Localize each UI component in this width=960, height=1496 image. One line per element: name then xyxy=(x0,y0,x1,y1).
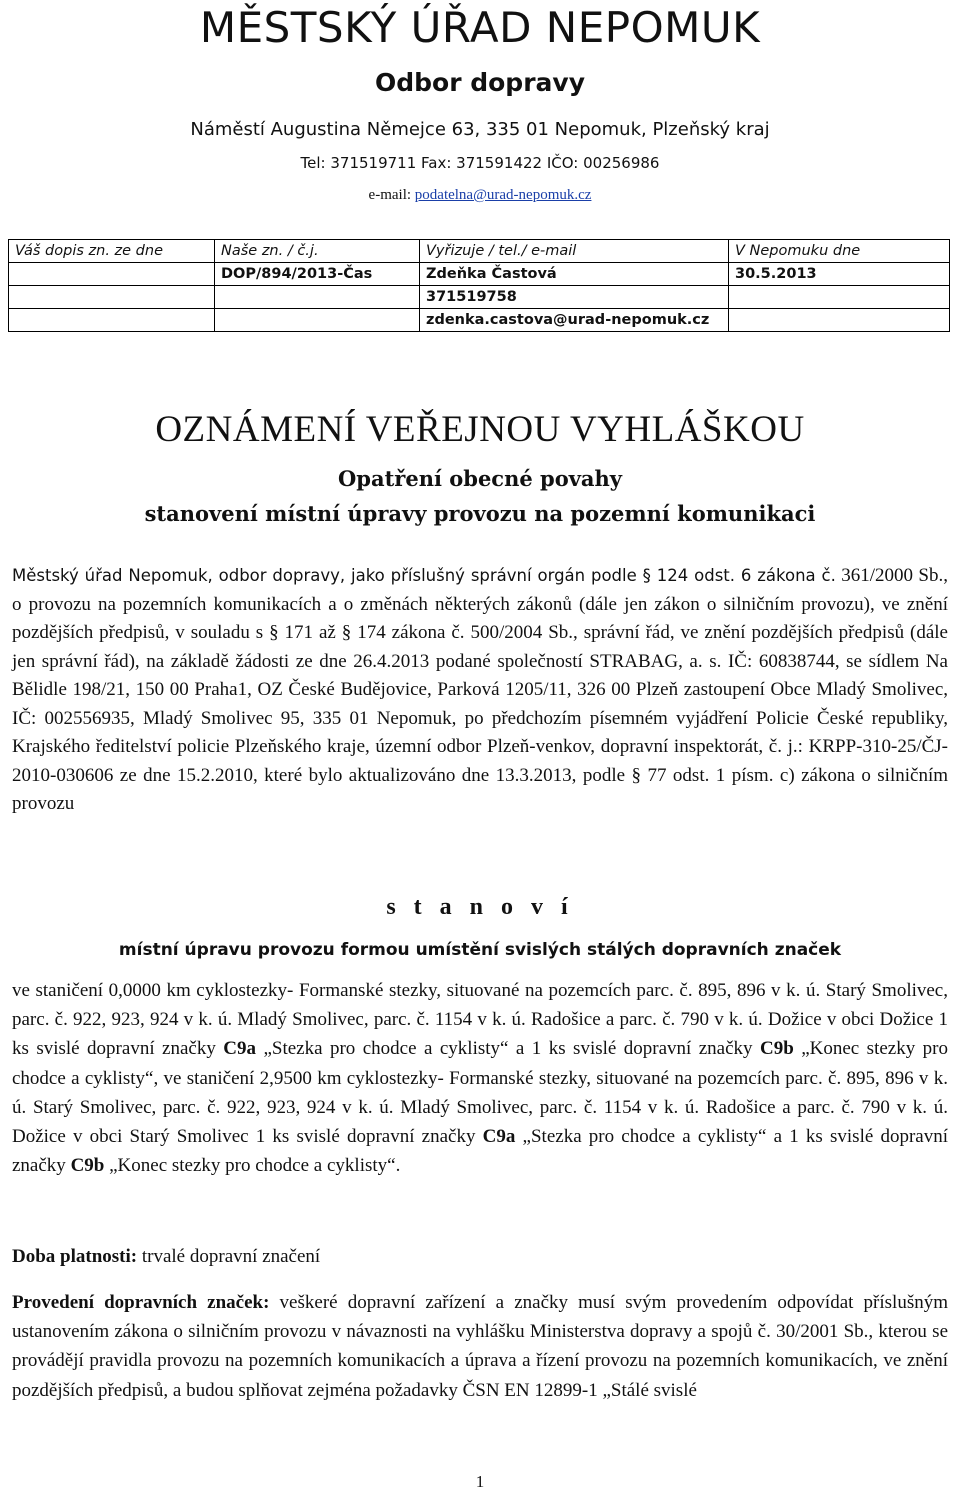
email-label: e-mail: xyxy=(368,187,415,203)
ref-header-your-letter: Váš dopis zn. ze dne xyxy=(9,240,215,263)
ref-date-value: 30.5.2013 xyxy=(729,263,950,286)
ref-handler-name: Zdeňka Častová xyxy=(420,263,729,286)
sign-code: C9a xyxy=(482,1126,516,1148)
office-title: MĚSTSKÝ ÚŘAD NEPOMUK xyxy=(199,3,761,52)
ref-handler-email: zdenka.castova@urad-nepomuk.cz xyxy=(420,309,729,332)
office-email-line xyxy=(0,184,960,206)
reference-row xyxy=(9,309,950,332)
reference-row xyxy=(9,286,950,309)
execution-label: Provedení dopravních značek: xyxy=(12,1292,270,1313)
page-number: 1 xyxy=(475,1472,485,1491)
reference-header-row xyxy=(9,240,950,263)
ref-your-letter-value xyxy=(9,263,215,286)
validity-paragraph xyxy=(12,1243,948,1272)
decree-subject: místní úpravu provozu formou umístění svislých stálých dopravních značek xyxy=(118,940,842,960)
intro-text-rest: 361/2000 Sb., o provozu na pozemních komunikacích a o změnách některých zákonů (dále jen zákon o silničním provozu), ve znění pozdějších předpisů, v souladu s § 171 až § 174 zákona č. 500/2004 Sb., správní řád, ve znění pozdějších předpisů (dále jen správní řád), na základě žádosti ze dne 26.4.2013 podané společností STRABAG, a. s. IČ: 60838744, se sídlem Na Bělidle 198/21, 150 00 Praha1, OZ České Budějovice, Parková 1205/11, 326 00 Plzeň zastoupení Obce Mladý Smolivec, IČ: 002556935, Mladý Smolivec 95, 335 01 Nepomuk, po předchozím písemném vyjádření Policie České republiky, Krajského ředitelství policie Plzeňského kraje, územní odbor Plzeň-venkov, dopravní inspektorát, č. j.: KRPP-310-25/ČJ-2010-030606 ze dne 15.2.2010, které bylo aktualizováno dne 13.3.2013, podle § 77 odst. 1 písm. c) zákona o silničním provozu xyxy=(12,565,948,814)
decree-heading: s t a n o v í xyxy=(386,894,574,920)
office-email-link[interactable]: podatelna@urad-nepomuk.cz xyxy=(414,187,592,203)
office-contacts: Tel: 371519711 Fax: 371591422 IČO: 00256986 xyxy=(300,154,660,172)
office-address: Náměstí Augustina Němejce 63, 335 01 Nepomuk, Plzeňský kraj xyxy=(190,119,770,140)
document-subtitle-2: stanovení místní úpravy provozu na pozemní komunikaci xyxy=(144,501,816,526)
department-name: Odbor dopravy xyxy=(374,68,585,97)
intro-paragraph xyxy=(12,562,948,819)
reference-table xyxy=(8,239,950,332)
sign-code: C9a xyxy=(223,1038,257,1060)
intro-text-start: Městský úřad Nepomuk, odbor dopravy, jako příslušný správní orgán podle § 124 odst. 6 zákona č. xyxy=(12,566,836,585)
ref-handler-phone: 371519758 xyxy=(420,286,729,309)
ref-header-date: V Nepomuku dne xyxy=(729,240,950,263)
ref-our-ref-value: DOP/894/2013-Čas xyxy=(215,263,420,286)
ref-header-handler: Vyřizuje / tel./ e-mail xyxy=(420,240,729,263)
document-title: OZNÁMENÍ VEŘEJNOU VYHLÁŠKOU xyxy=(155,409,805,450)
reference-row xyxy=(9,263,950,286)
execution-text: veškeré dopravní zařízení a značky musí svým provedením odpovídat příslušným ustanovením zákona o silničním provozu v návaznosti na vyhlášku Ministerstva dopravy a spojů č. 30/2001 Sb., kterou se provádějí pravidla provozu na pozemních komunikacích a úprava a řízení provozu na pozemních komunikacích, ve znění pozdějších předpisů, a budou splňovat zejména požadavky ČSN EN 12899-1 „Stálé svislé xyxy=(12,1292,948,1401)
sign-code: C9b xyxy=(70,1155,105,1177)
ref-header-our-ref: Naše zn. / č.j. xyxy=(215,240,420,263)
specification-paragraph: ve staničení 0,0000 km cyklostezky- Formanské stezky, situované na pozemcích parc. č. 895, 896 v k. ú. Starý Smolivec, parc. č. 922, 923, 924 v k. ú. Mladý Smolivec, parc. č. 1154 v k. ú. Radošice a parc. č. 790 v k. ú. Dožice v obci Dožice 1 ks svislé dopravní značky C9a „Stezka pro chodce a cyklisty“ a 1 ks svislé dopravní značky C9b „Konec stezky pro chodce a cyklisty“, ve staničení 2,9500 km cyklostezky- Formanské stezky, situované na pozemcích parc. č. 895, 896 v k. ú. Starý Smolivec, parc. č. 922, 923, 924 v k. ú. Mladý Smolivec, parc. č. 1154 v k. ú. Radošice a parc. č. 790 v k. ú. Dožice v obci Starý Smolivec 1 ks svislé dopravní značky C9a „Stezka pro chodce a cyklisty“ a 1 ks svislé dopravní značky C9b „Konec stezky pro chodce a cyklisty“. xyxy=(12,980,948,1177)
document-subtitle: Opatření obecné povahy xyxy=(337,466,622,491)
sign-code: C9b xyxy=(759,1038,794,1060)
validity-text: trvalé dopravní značení xyxy=(137,1246,321,1267)
validity-label: Doba platnosti: xyxy=(12,1246,138,1267)
execution-paragraph xyxy=(12,1288,948,1405)
